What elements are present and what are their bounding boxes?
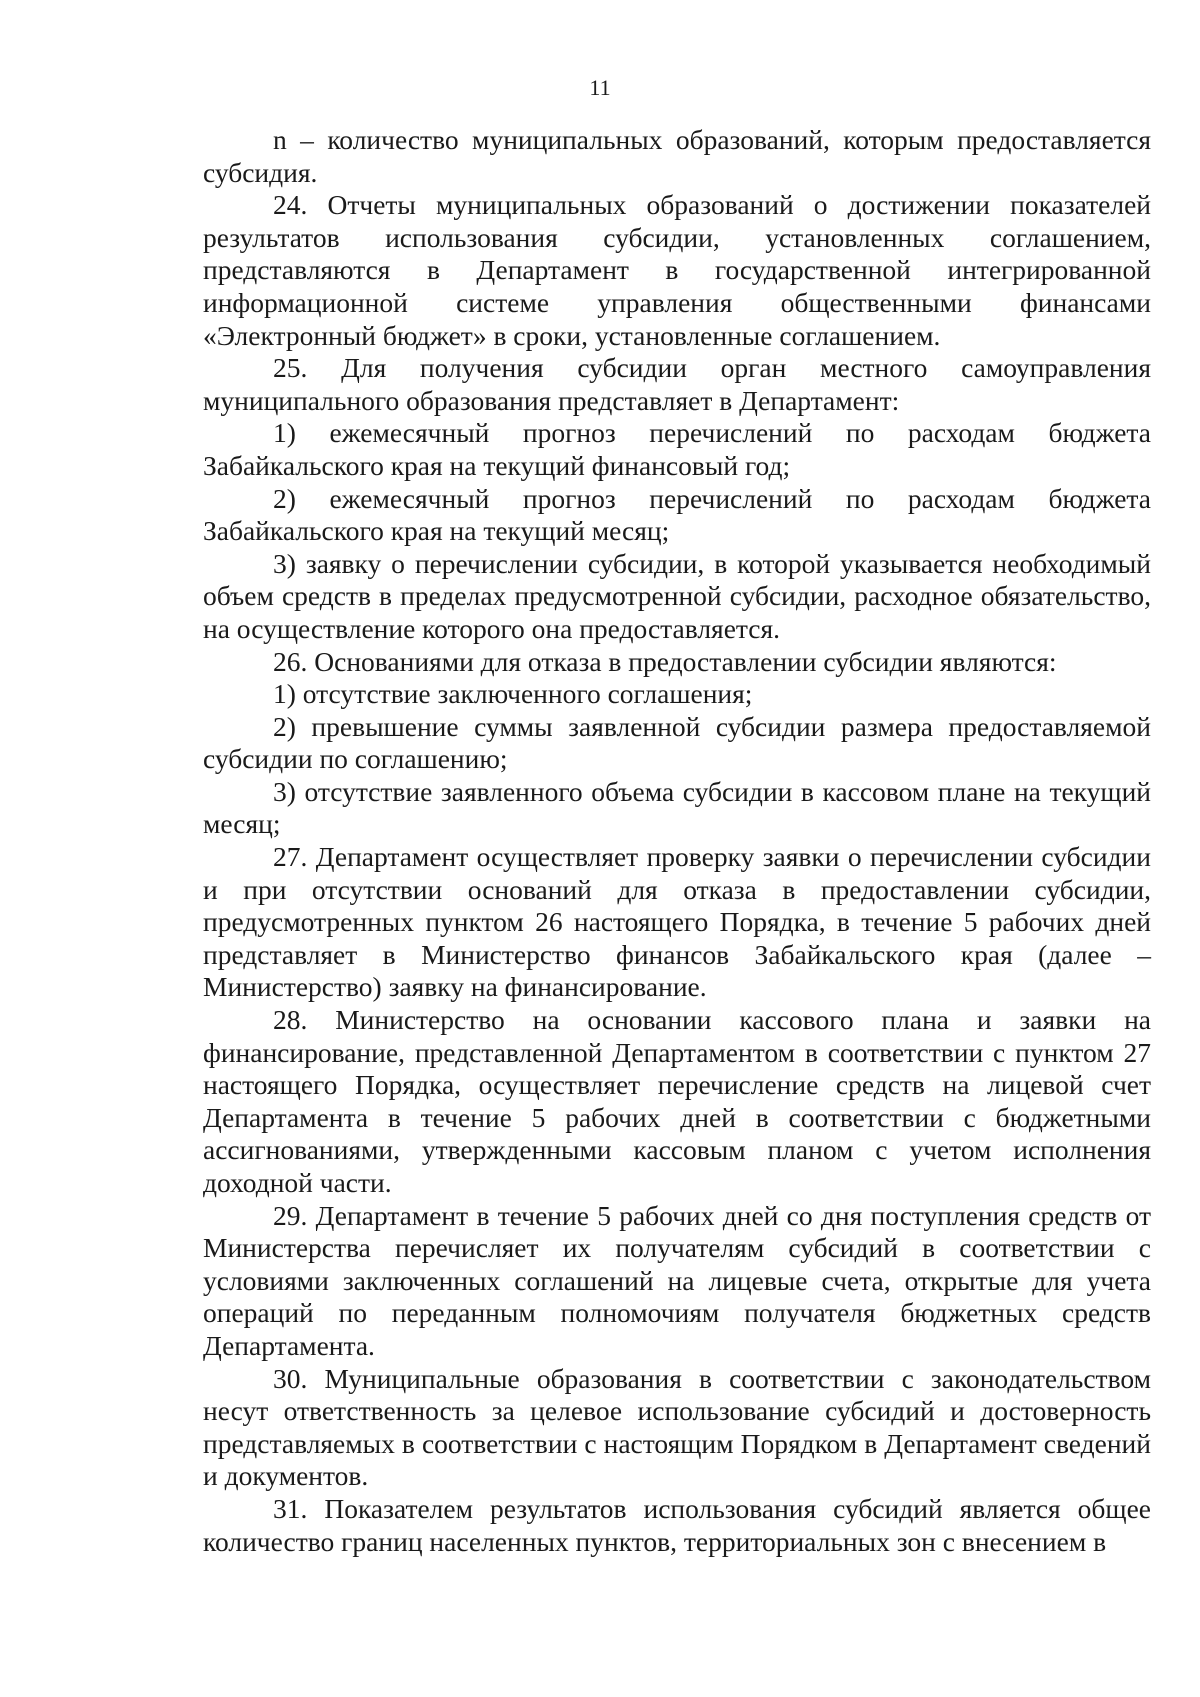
paragraph-25-item-3: 3) заявку о перечислении субсидии, в которой указывается необходимый объем средств в пределах предусмотренной субсидии, расходное обязательство, на осуществление которого она предоставляется. [203, 547, 1151, 644]
page-number: 11 [589, 75, 611, 100]
paragraph-25-item-2: 2) ежемесячный прогноз перечислений по расходам бюджета Забайкальского края на текущий месяц; [203, 482, 1151, 547]
paragraph-26-item-2: 2) превышение суммы заявленной субсидии размера предоставляемой субсидии по соглашению; [203, 710, 1151, 775]
paragraph-27: 27. Департамент осуществляет проверку заявки о перечислении субсидии и при отсутствии оснований для отказа в предоставлении субсидии, предусмотренных пунктом 26 настоящего Порядка, в течение 5 рабочих дней представляет в Министерство финансов Забайкальского края (далее – Министерство) заявку на финансирование. [203, 841, 1151, 1003]
document-body [203, 124, 1151, 1558]
paragraph-n-definition: n – количество муниципальных образований, которым предоставляется субсидия. [203, 124, 1151, 188]
paragraph-29: 29. Департамент в течение 5 рабочих дней со дня поступления средств от Министерства перечисляет их получателям субсидий в соответствии с условиями заключенных соглашений на лицевые счета, открытые для учета операций по переданным полномочиям получателя бюджетных средств Департамента. [203, 1199, 1151, 1361]
paragraph-30: 30. Муниципальные образования в соответствии с законодательством несут ответственность за целевое использование субсидий и достоверность представляемых в соответствии с настоящим Порядком в Департамент сведений и документов. [203, 1362, 1151, 1492]
paragraph-26-item-1: 1) отсутствие заключенного соглашения; [273, 678, 753, 710]
paragraph-24: 24. Отчеты муниципальных образований о достижении показателей результатов использования субсидии, установленных соглашением, представляются в Департамент в государственной интегрированной информационной системе управления общественными финансами «Электронный бюджет» в сроки, установленные соглашением. [203, 189, 1151, 351]
paragraph-28: 28. Министерство на основании кассового плана и заявки на финансирование, представленной Департаментом в соответствии с пунктом 27 настоящего Порядка, осуществляет перечисление средств на лицевой счет Департамента в течение 5 рабочих дней в соответствии с бюджетными ассигнованиями, утвержденными кассовым планом с учетом исполнения доходной части. [203, 1004, 1151, 1198]
paragraph-26-item-3: 3) отсутствие заявленного объема субсидии в кассовом плане на текущий месяц; [203, 775, 1151, 840]
paragraph-25-item-1: 1) ежемесячный прогноз перечислений по расходам бюджета Забайкальского края на текущий финансовый год; [203, 417, 1151, 481]
paragraph-25: 25. Для получения субсидии орган местного самоуправления муниципального образования представляет в Департамент: [203, 352, 1151, 416]
paragraph-26: 26. Основаниями для отказа в предоставлении субсидии являются: [273, 645, 1057, 677]
paragraph-31: 31. Показателем результатов использования субсидий является общее количество границ населенных пунктов, территориальных зон с внесением в [203, 1492, 1151, 1557]
